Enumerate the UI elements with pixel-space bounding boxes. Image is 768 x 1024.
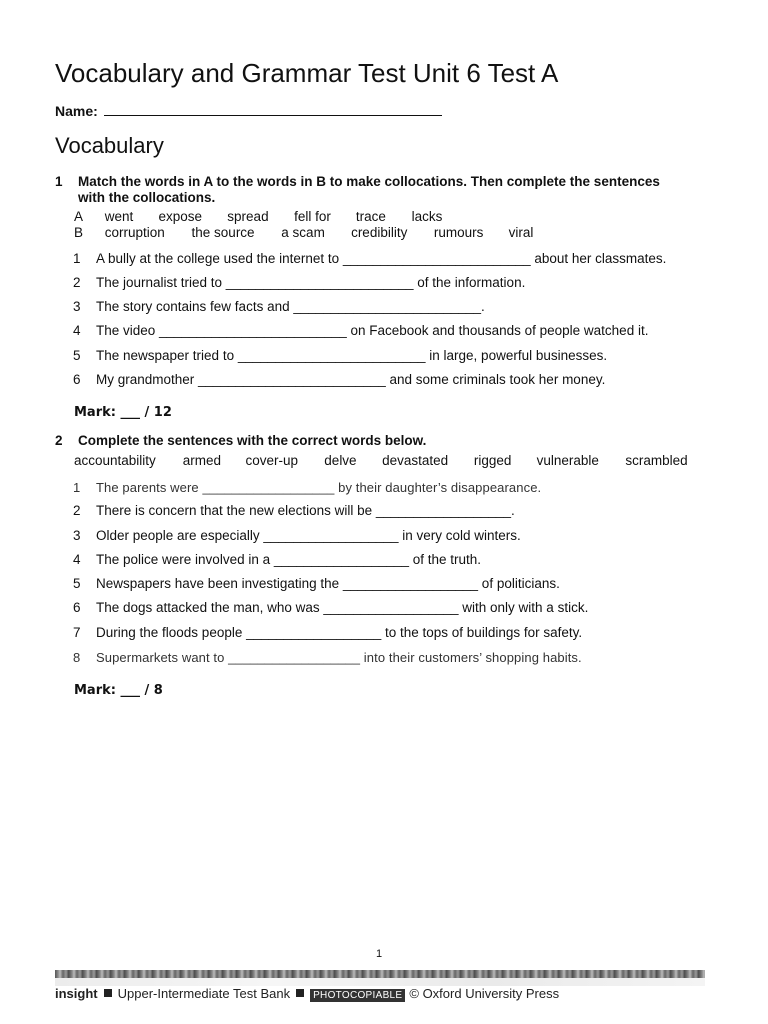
sentence-number: 3 — [73, 528, 81, 543]
q2-number: 2 — [55, 433, 63, 448]
test-bank-label: Upper-Intermediate Test Bank — [117, 986, 291, 1001]
q1-number: 1 — [55, 174, 63, 189]
word-a: expose — [158, 209, 203, 224]
word-b: the source — [191, 225, 255, 240]
q1-instruction-line2: with the collocations. — [78, 190, 216, 205]
sentence-number: 2 — [73, 503, 81, 518]
sentence-text: The story contains few facts and _________________________. — [96, 299, 485, 314]
name-label: Name: — [55, 103, 98, 119]
q1-sentence — [73, 251, 666, 266]
word-a: trace — [355, 209, 386, 224]
word-a: fell for — [294, 209, 331, 224]
word-bank-item: rigged — [473, 453, 512, 468]
sentence-text: During the floods people __________________ to the tops of buildings for safety. — [96, 625, 583, 640]
q2-word-bank — [74, 453, 688, 468]
word-b: a scam — [281, 225, 325, 240]
q2-sentence — [73, 576, 560, 591]
sentence-number: 1 — [73, 480, 81, 495]
q2-sentence — [73, 552, 481, 567]
word-a: spread — [227, 209, 269, 224]
sentence-number: 7 — [73, 625, 81, 640]
word-bank-item: armed — [182, 453, 222, 468]
sentence-text: The newspaper tried to _________________________ in large, powerful businesses. — [96, 348, 608, 363]
q2-mark: Mark: ___ / 8 — [74, 683, 163, 698]
footer-strip-fade — [55, 978, 705, 986]
q1-sentence — [73, 275, 525, 290]
word-b: rumours — [433, 225, 484, 240]
publisher-label: © Oxford University Press — [409, 986, 560, 1001]
q1-sentence — [73, 299, 485, 314]
sentence-text: The journalist tried to _________________________ of the information. — [96, 275, 526, 290]
sentence-text: There is concern that the new elections will be __________________. — [96, 503, 515, 518]
sentence-number: 5 — [73, 576, 81, 591]
q2-instruction-text: Complete the sentences with the correct words below. — [78, 433, 427, 448]
sentence-text: The dogs attacked the man, who was __________________ with only with a stick. — [96, 600, 589, 615]
word-bank-item: scrambled — [625, 453, 688, 468]
sentence-number: 3 — [73, 299, 81, 314]
word-b: credibility — [351, 225, 408, 240]
footer — [55, 986, 559, 1002]
q1-sentence — [73, 372, 605, 387]
page-title: Vocabulary and Grammar Test Unit 6 Test A — [55, 58, 559, 88]
q2-instruction — [55, 433, 426, 449]
sentence-number: 6 — [73, 372, 81, 387]
q2-sentence — [73, 503, 515, 518]
sentence-number: 4 — [73, 552, 81, 567]
q1-instruction-line1: Match the words in A to the words in B to make collocations. Then complete the sentences — [78, 174, 660, 189]
page-number: 1 — [376, 948, 383, 960]
q2-sentence — [73, 528, 521, 543]
q2-sentence — [73, 650, 582, 665]
sentence-number: 8 — [73, 650, 81, 665]
name-field-row — [55, 103, 442, 119]
sentence-number: 6 — [73, 600, 81, 615]
sentence-number: 4 — [73, 323, 81, 338]
word-bank-item: accountability — [74, 453, 156, 468]
row-a-letter: A — [74, 209, 84, 224]
q2-sentence — [73, 625, 582, 640]
q1-sentence — [73, 348, 607, 363]
word-bank-item: vulnerable — [536, 453, 599, 468]
section-heading: Vocabulary — [55, 133, 164, 158]
word-bank-item: cover-up — [245, 453, 299, 468]
q2-sentence — [73, 600, 588, 615]
word-bank-item: devastated — [382, 453, 449, 468]
q1-mark: Mark: ___ / 12 — [74, 405, 172, 420]
name-blank[interactable] — [104, 103, 442, 116]
word-a: went — [104, 209, 134, 224]
row-b-letter: B — [74, 225, 84, 240]
sentence-text: Supermarkets want to __________________ into their customers’ shopping habits. — [96, 650, 582, 665]
q1-row-a — [74, 209, 442, 224]
sentence-text: The police were involved in a __________________ of the truth. — [96, 552, 482, 567]
square-bullet-icon — [104, 989, 112, 997]
sentence-number: 1 — [73, 251, 81, 266]
word-b: viral — [508, 225, 534, 240]
sentence-text: The parents were __________________ by their daughter’s disappearance. — [96, 480, 542, 495]
q1-row-b — [74, 225, 533, 240]
q1-instruction — [55, 174, 660, 190]
footer-photo-strip — [55, 970, 705, 978]
sentence-text: A bully at the college used the internet to _________________________ about her classmates. — [96, 251, 667, 266]
sentence-text: The video _________________________ on Facebook and thousands of people watched it. — [96, 323, 649, 338]
word-a: lacks — [411, 209, 443, 224]
sentence-text: Newspapers have been investigating the __________________ of politicians. — [96, 576, 560, 591]
q1-sentence — [73, 323, 648, 338]
brand-logo: insight — [55, 986, 98, 1001]
sentence-number: 5 — [73, 348, 81, 363]
sentence-text: My grandmother _________________________ and some criminals took her money. — [96, 372, 606, 387]
word-bank-item: delve — [324, 453, 357, 468]
q2-sentence — [73, 480, 541, 495]
word-b: corruption — [104, 225, 165, 240]
sentence-text: Older people are especially __________________ in very cold winters. — [96, 528, 521, 543]
sentence-number: 2 — [73, 275, 81, 290]
photocopiable-badge: PHOTOCOPIABLE — [310, 989, 405, 1002]
square-bullet-icon — [296, 989, 304, 997]
